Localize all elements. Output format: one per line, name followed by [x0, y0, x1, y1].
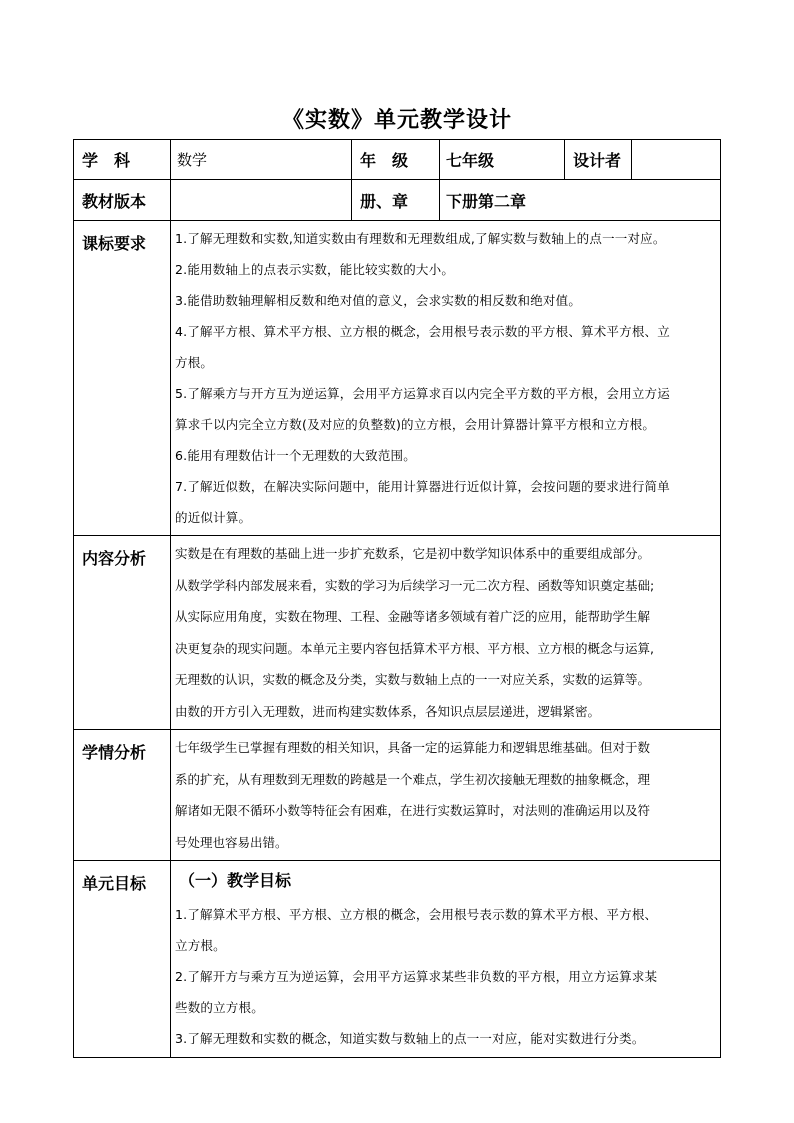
- curriculum-line: 3.能借助数轴理解相反数和绝对值的意义，会求实数的相反数和绝对值。: [175, 293, 582, 308]
- row-curriculum: [74, 221, 721, 536]
- lesson-design-table: [73, 139, 721, 1058]
- curriculum-line: 的近似计算。: [175, 510, 252, 525]
- content-analysis-line: 无理数的认识，实数的概念及分类，实数与数轴上点的一一对应关系，实数的运算等。: [175, 672, 651, 687]
- content-analysis-line: 决更复杂的现实问题。本单元主要内容包括算术平方根、平方根、立方根的概念与运算,: [175, 640, 654, 656]
- unit-goal-line: 3.了解无理数和实数的概念，知道实数与数轴上的点一一对应，能对实数进行分类。: [175, 1031, 645, 1046]
- content-analysis-line: 实数是在有理数的基础上进一步扩充数系，它是初中数学知识体系中的重要组成部分。: [175, 546, 651, 561]
- chapter-label: 册、章: [352, 180, 440, 221]
- row-student-analysis: [74, 730, 721, 861]
- content-analysis-label: 内容分析: [74, 536, 171, 730]
- student-analysis-line: 解诸如无限不循环小数等特征会有困难，在进行实数运算时，对法则的准确运用以及符: [175, 803, 651, 818]
- student-analysis-line: 号处理也容易出错。: [175, 834, 288, 850]
- curriculum-line: 7.了解近似数，在解决实际问题中，能用计算器进行近似计算，会按问题的要求进行简单: [175, 479, 670, 494]
- subject-value: 数学: [171, 140, 352, 180]
- content-analysis-line: 由数的开方引入无理数，进而构建实数体系，各知识点层层递进，逻辑紧密。: [175, 703, 601, 719]
- edition-label: 教材版本: [74, 180, 171, 221]
- designer-label: 设计者: [565, 140, 632, 180]
- teaching-goals-heading: （一）教学目标: [179, 871, 292, 890]
- content-analysis-line: 从实际应用角度，实数在物理、工程、金融等诸多领域有着广泛的应用，能帮助学生解: [175, 609, 651, 624]
- document-title: 《实数》单元教学设计: [281, 108, 512, 133]
- grade-label: 年 级: [352, 140, 440, 180]
- edition-value: [171, 180, 352, 221]
- chapter-value: 下册第二章: [440, 180, 721, 221]
- designer-value: [632, 140, 721, 180]
- student-analysis-line: 七年级学生已掌握有理数的相关知识，具备一定的运算能力和逻辑思维基础。但对于数: [175, 740, 651, 755]
- grade-value: 七年级: [440, 140, 565, 180]
- curriculum-line: 方根。: [175, 355, 214, 370]
- row-unit-goals: [74, 861, 721, 1058]
- content-analysis-content: [171, 536, 721, 730]
- curriculum-line: 2.能用数轴上的点表示实数，能比较实数的大小。: [175, 262, 455, 277]
- row-subject: [74, 140, 721, 180]
- unit-goals-content: [171, 861, 721, 1058]
- unit-goals-label: 单元目标: [74, 861, 171, 1058]
- curriculum-content: [171, 221, 721, 536]
- curriculum-label: 课标要求: [74, 221, 171, 536]
- unit-goal-line: 1.了解算术平方根、平方根、立方根的概念，会用根号表示数的算术平方根、平方根、: [175, 907, 658, 922]
- student-analysis-line: 系的扩充，从有理数到无理数的跨越是一个难点，学生初次接触无理数的抽象概念，理: [175, 771, 651, 787]
- student-analysis-label: 学情分析: [74, 730, 171, 861]
- student-analysis-content: [171, 730, 721, 861]
- row-content-analysis: [74, 536, 721, 730]
- curriculum-line: 算求千以内完全立方数(及对应的负整数)的立方根，会用计算器计算平方根和立方根。: [175, 417, 656, 432]
- curriculum-line: 4.了解平方根、算术平方根、立方根的概念，会用根号表示数的平方根、算术平方根、立: [175, 324, 670, 339]
- subject-label: 学 科: [74, 140, 171, 180]
- unit-goal-line: 些数的立方根。: [175, 1000, 264, 1015]
- curriculum-line: 5.了解乘方与开方互为逆运算，会用平方运算求百以内完全平方数的平方根，会用立方运: [175, 386, 670, 401]
- unit-goal-line: 立方根。: [175, 938, 226, 953]
- content-analysis-line: 从数学学科内部发展来看，实数的学习为后续学习一元二次方程、函数等知识奠定基础;: [175, 577, 655, 593]
- unit-goal-line: 2.了解开方与乘方互为逆运算，会用平方运算求某些非负数的平方根，用立方运算求某: [175, 969, 658, 984]
- curriculum-line: 1.了解无理数和实数,知道实数由有理数和无理数组成,了解实数与数轴上的点一一对应。: [175, 231, 666, 246]
- row-edition: [74, 180, 721, 221]
- curriculum-line: 6.能用有理数估计一个无理数的大致范围。: [175, 448, 416, 463]
